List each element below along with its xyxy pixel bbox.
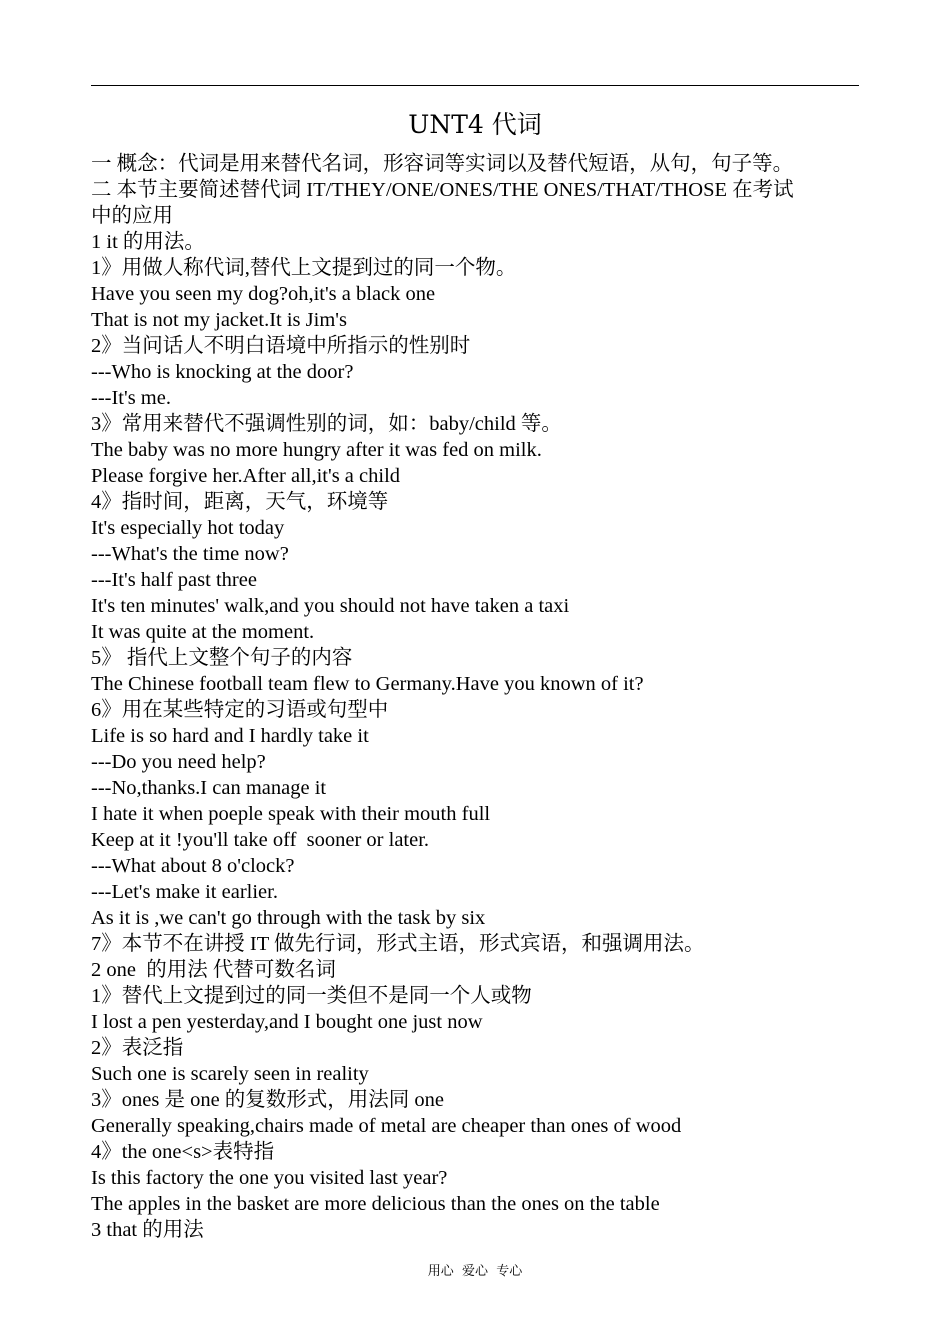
text-line: The apples in the basket are more delicious than the ones on the table: [91, 1193, 660, 1215]
text-line: 3 that 的用法: [91, 1219, 204, 1241]
text-line: 7》本节不在讲授 IT 做先行词，形式主语，形式宾语，和强调用法。: [91, 933, 705, 955]
text-line: Generally speaking,chairs made of metal are cheaper than ones of wood: [91, 1115, 682, 1137]
text-line: 2 one 的用法 代替可数名词: [91, 959, 336, 981]
text-line: Have you seen my dog?oh,it's a black one: [91, 283, 436, 305]
text-line: 4》指时间，距离，天气，环境等: [91, 491, 389, 513]
page-footer: 用心 爱心 专心: [427, 1264, 523, 1279]
text-line: I lost a pen yesterday,and I bought one just now: [91, 1011, 483, 1033]
text-line: 一 概念：代词是用来替代名词，形容词等实词以及替代短语，从句，句子等。: [91, 153, 794, 175]
text-line: ---It's half past three: [91, 569, 257, 591]
text-line: That is not my jacket.It is Jim's: [91, 309, 347, 331]
text-line: ---Let's make it earlier.: [91, 881, 278, 903]
text-line: Life is so hard and I hardly take it: [91, 725, 369, 747]
text-line: 中的应用: [91, 205, 173, 227]
text-line: ---No,thanks.I can manage it: [91, 777, 327, 799]
text-line: The Chinese football team flew to Germany.Have you known of it?: [91, 673, 644, 695]
text-line: 6》用在某些特定的习语或句型中: [91, 699, 389, 721]
text-line: It was quite at the moment.: [91, 621, 315, 643]
text-line: Is this factory the one you visited last year?: [91, 1167, 448, 1189]
text-line: 2》表泛指: [91, 1037, 184, 1059]
text-line: As it is ,we can't go through with the task by six: [91, 907, 486, 929]
text-line: The baby was no more hungry after it was fed on milk.: [91, 439, 542, 461]
text-line: Please forgive her.After all,it's a child: [91, 465, 401, 487]
text-line: 3》常用来替代不强调性别的词，如：baby/child 等。: [91, 413, 562, 435]
text-line: ---Do you need help?: [91, 751, 266, 773]
text-line: 5》 指代上文整个句子的内容: [91, 647, 353, 669]
text-line: Such one is scarely seen in reality: [91, 1063, 369, 1085]
text-line: 1 it 的用法。: [91, 231, 205, 253]
header-rule: [91, 85, 859, 86]
text-line: ---Who is knocking at the door?: [91, 361, 354, 383]
text-line: ---What about 8 o'clock?: [91, 855, 295, 877]
text-line: It's ten minutes' walk,and you should not have taken a taxi: [91, 595, 570, 617]
document-title: UNT4 代词: [408, 110, 542, 139]
text-line: 二 本节主要简述替代词 IT/THEY/ONE/ONES/THE ONES/THAT/THOSE 在考试: [91, 179, 794, 201]
text-line: 1》替代上文提到过的同一类但不是同一个人或物: [91, 985, 532, 1007]
document-body: [91, 151, 871, 1243]
text-line: ---What's the time now?: [91, 543, 289, 565]
text-line: 1》用做人称代词,替代上文提到过的同一个物。: [91, 257, 517, 279]
text-line: 4》the one<s>表特指: [91, 1141, 275, 1163]
text-line: 3》ones 是 one 的复数形式，用法同 one: [91, 1089, 445, 1111]
text-line: It's especially hot today: [91, 517, 285, 539]
text-line: Keep at it !you'll take off sooner or later.: [91, 829, 430, 851]
text-line: I hate it when poeple speak with their mouth full: [91, 803, 491, 825]
text-line: 2》当问话人不明白语境中所指示的性别时: [91, 335, 471, 357]
text-line: ---It's me.: [91, 387, 171, 409]
